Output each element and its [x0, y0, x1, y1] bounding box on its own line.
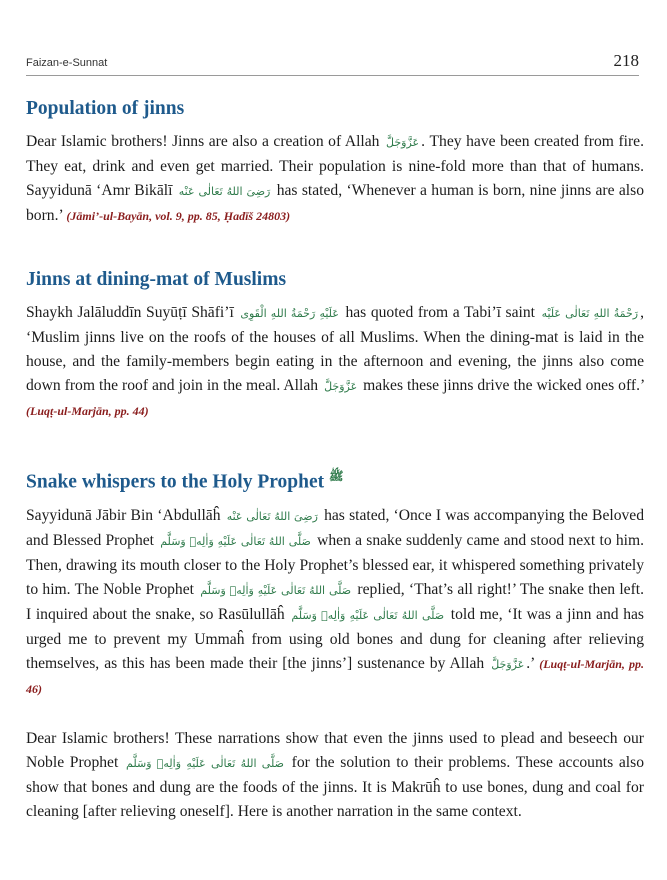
section-heading [26, 463, 644, 496]
arabic-invocation: عَزَّوَجَلَّ [386, 136, 420, 149]
arabic-invocation: صَلَّى اللهُ تَعَالٰی عَلَيْهِ وَاٰلِهٖ وَسَلَّم [200, 583, 352, 597]
section-heading-text: Snake whispers to the Holy Prophet [26, 471, 325, 493]
arabic-invocation: رَضِیَ اللهُ تَعَالٰی عَنْه [178, 185, 271, 198]
arabic-invocation: صَلَّى اللهُ تَعَالٰی عَلَيْهِ وَاٰلِهٖ وَسَلَّم [160, 534, 311, 548]
body-text: when a snake suddenly came and stood next to him. Then, drawing its mouth closer to the Holy Prophet’s blessed ear, it whispered something privately to him. The Noble Prophet [26, 531, 645, 598]
body-text: has stated, ‘Once I was accompanying the Beloved and Blessed Prophet [26, 506, 645, 549]
body-text: Dear Islamic brothers! These narrations show that even the jinns used to plead and beseech our Noble Prophet [26, 729, 644, 771]
section-snake-whispers [26, 463, 644, 824]
body-text: has stated, ‘Whenever a human is born, nine jinns are also born.’ [26, 182, 644, 224]
section-heading: Population of jinns [26, 98, 185, 119]
arabic-invocation: رَحْمَةُ اللهِ تَعَالٰی عَلَيْه [541, 307, 639, 320]
arabic-invocation: عَلَيْهِ رَحْمَةُ اللهِ الْقَوِی [240, 307, 339, 320]
book-title: Faizan-e-Sunnat [26, 57, 108, 69]
paragraph [26, 727, 644, 824]
citation: (Luqṭ-ul-Marjān, pp. 44) [26, 404, 149, 418]
paragraph [26, 301, 644, 423]
section-jinns-at-dining-mat [26, 267, 644, 423]
arabic-invocation: صَلَّى اللهُ تَعَالٰی عَلَيْهِ وَاٰلِهٖ وَسَلَّم [126, 756, 284, 770]
arabic-invocation: صَلَّى اللهُ تَعَالٰی عَلَيْهِ وَاٰلِهٖ وَسَلَّم [291, 608, 445, 622]
body-text: , ‘Muslim jinns live on the roofs of the houses of all Muslims. When the dining-mat is laid in the house, and the family-members begin eating in the afternoon and evening, the jinns also come down from the roof and join in the meal. Allah [26, 304, 644, 394]
body-text: Dear Islamic brothers! Jinns are also a creation of Allah [26, 133, 385, 150]
paragraph [26, 130, 644, 228]
body-text: told me, ‘It was a jinn and has urged me to prevent my Ummaĥ from using old bones and dung for cleaning after relieving themselves, as this has been made their [the jinns’] sustenance by Allah [26, 605, 644, 672]
body-text: makes these jinns drive the wicked ones off.’ [359, 377, 645, 394]
arabic-salutation: ﷺ [329, 469, 344, 483]
body-text: has quoted from a Tabi’ī saint [340, 304, 540, 321]
body-text: replied, ‘That’s all right!’ The snake then left. I inquired about the snake, so Rasūlullāĥ [26, 580, 645, 623]
arabic-invocation: عَزَّوَجَلَّ [324, 380, 358, 393]
citation: (Jāmi’-ul-Bayān, vol. 9, pp. 85, Ḥadīš 24803) [66, 209, 291, 223]
paragraph [26, 504, 644, 701]
page-number: 218 [613, 51, 639, 70]
body-text: . They have been created from fire. They eat, drink and even get married. Their population is nine-fold more than that of humans. Sayyidunā ‘Amr Bikālī [26, 133, 644, 199]
body-text: Sayyidunā Jābir Bin ‘Abdullāĥ [26, 506, 225, 524]
body-text: Shaykh Jalāluddīn Suyūṭī Shāfi’ī [26, 304, 239, 321]
page-body [26, 96, 644, 824]
section-heading: Jinns at dining-mat of Muslims [26, 269, 287, 290]
header-divider [26, 75, 639, 76]
section-population-of-jinns [26, 96, 644, 228]
body-text: for the solution to their problems. These accounts also show that bones and dung are the foods of the jinns. It is Makrūĥ to use bones, dung and coal for cleaning [after relieving oneself]. Here is another narration in the same context. [26, 753, 644, 820]
arabic-invocation: عَزَّوَجَلَّ [491, 657, 525, 671]
running-header [26, 51, 639, 75]
arabic-invocation: رَضِیَ اللهُ تَعَالٰی عَنْه [226, 509, 318, 523]
citation: (Luqṭ-ul-Marjān, pp. 46) [26, 656, 644, 696]
body-text: .’ [526, 654, 540, 672]
